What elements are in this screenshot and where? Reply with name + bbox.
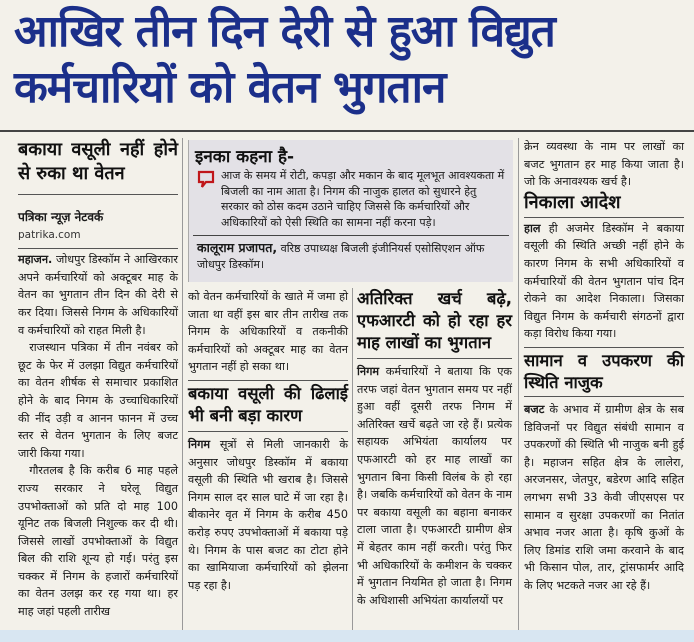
paragraph-text: ही अजमेर डिस्कॉम ने बकाया वसूली की स्थिति अच्छी नहीं होने के कारण निगम के सभी अधिकारियों व कर्मचारियों की वेतन भुगतान पांच दिन रोकने का आदेश निकाला। जिसका विद्युत निगम के कर्मचारी संगठनों द्वारा कड़ा विरोध किया गया। [524,221,684,341]
paragraph-text: के अभाव में ग्रामीण क्षेत्र के सब डिविजनों पर विद्युत संबंधी सामान व उपकरणों की स्थिति भी नाजुक बनी हुई है। महाजन सहित क्षेत्र के लालेरा, अरजनसर, जेतपुर, बडेरण आदि सहित लगभग सभी 33 केवी जीएसएस पर सामान व सुरक्षा उपकरणों का नितांत अभाव नजर आता है। कृषि कुओं के लिए डिमांड राशि जमा करवाने के बाद भी किसान पोल, तार, ट्रांसफार्मर आदि के लिए भटकते नजर आ रहे हैं। [524,402,685,592]
column-divider [518,138,519,630]
quote-box [188,140,513,282]
column-1-subhead: बकाया वसूली नहीं होने से रुका था वेतन [18,139,178,184]
paragraph-text: सूत्रों से मिली जानकारी के अनुसार जोधपुर डिस्कॉम में बकाया वसूली की स्थिति भी खराब है। जिससे निगम साल दर साल घाटे में जा रहा है। बीकानेर वृत में निगम के करीब 450 करोड़ रुपए उपभोक्ताओं में बकाया पड़े थे। निगम के पास बजट का टोटा होने का खामियाजा कर्मचारियों को झेलना पड़ रहा है। [188,437,348,592]
column-1 [18,138,178,621]
column-2-subhead: बकाया वसूली की ढिलाई भी बनी बड़ा कारण [188,383,348,425]
column-2 [188,288,348,594]
byline: पत्रिका न्यूज़ नेटवर्क [18,210,104,224]
column-1-paragraph-2: राजस्थान पत्रिका में तीन नवंबर को छूट के फेर में उलझा विद्युत कर्मचारियों का वेतन शीर्षक से समाचार प्रकाशित होने के बाद निगम के उच्चाधिकारियों की नींद उड़ी व आनन फानन में उच्च स्तर से वेतन भुगतान के लिए बजट जारी किया गया। [18,341,178,460]
paragraph-text: जोधपुर डिस्कॉम ने आखिरकार अपने कर्मचारियों को अक्टूबर माह के वेतन का भुगतान तीन दिन की देरी से कर दिया। जिससे निगम के अधिकारियों व कर्मचारियों को राहत मिली है। [18,253,178,337]
speech-bubble-icon [197,170,215,190]
column-divider [352,288,353,630]
column-4-paragraph-2 [524,220,684,343]
column-3-subhead: अतिरिक्त खर्च बढ़े, एफआरटी को हो रहा हर माह लाखों का भुगतान [357,289,512,352]
site-url: patrika.com [18,228,81,241]
column-2-paragraph-2 [188,436,348,594]
quote-text: आज के समय में रोटी, कपड़ा और मकान के बाद मूलभूत आवश्यकता में बिजली का नाम आता है। निगम की नाजुक हालत को सुधारने हेतु सरकार को ठोस कदम उठाने चाहिए जिससे कि कर्मचारियों और अधिकारियों को ऐसी स्थिति का सामना नहीं करना पड़े। [221,169,505,229]
headline-line-2: कर्मचारियों को वेतन भुगतान [14,62,446,113]
quote-attribution [197,240,509,272]
quote-separator [193,235,509,236]
headline-line-1: आखिर तीन दिन देरी से हुआ विद्युत [14,6,555,57]
headline-rule [0,130,694,132]
column-2-lead: निगम [188,437,211,451]
paragraph-text: कर्मचारियों ने बताया कि एक तरफ जहां वेतन भुगतान समय पर नहीं हुआ वहीं दूसरी तरफ निगम में अतिरिक्त खर्चे बढ़ते जा रहे हैं। प्रत्येक सहायक अभियंता कार्यालय पर एफआरटी को हर माह लाखों का भुगतान बिना किसी विलंब के हो रहा है। जबकि कर्मचारियों को वेतन के नाम पर बकाया वसूली का बहाना बनाकर टाला जाता है। एफआरटी ग्रामीण क्षेत्र में बेहतर काम नहीं करती। परंतु फिर भी अधिकारियों के कमीशन के चक्कर में भुगतान नियमित हो जाता है। निगम के अधिशासी अभियंता कार्यालयों पर [357,365,512,607]
column-4 [524,138,684,594]
column-3 [357,288,512,609]
column-1-paragraph-3: गौरतलब है कि करीब 6 माह पहले राज्य सरकार ने घरेलू विद्युत उपभोक्ताओं को प्रति दो माह 100 यूनिट तक बिजली निशुल्क कर दी थी। जिससे लाखों उपभोक्ताओं के विद्युत बिल की राशि शून्य हो गई। परंतु इस चक्कर में निगम के हजारों कर्मचारियों का वेतन उलझ कर रह गया था। हर माह जहां पहली तारीख [18,464,178,619]
quote-box-title: इनका कहना है- [195,147,295,167]
column-4-subhead-2: सामान व उपकरण की स्थिति नाजुक [524,350,684,392]
headline [14,4,684,116]
column-3-lead: निगम [357,365,380,378]
column-1-paragraph-1 [18,251,178,339]
column-4-lead-3: बजट [524,402,545,416]
column-4-paragraph-1: क्रेन व्यवस्था के नाम पर लाखों का बजट भुगतान हर माह किया जाता है। जो कि अनावश्यक खर्च है। [524,140,684,189]
dateline: महाजन. [18,253,53,267]
column-4-subhead-1: निकाला आदेश [524,191,621,213]
column-2-paragraph-1: को वेतन कर्मचारियों के खाते में जमा हो जाता था वहीं इस बार तीन तारीख तक निगम के अधिकारियों व तकनीकी कर्मचारियों को अक्टूबर माह का वेतन भुगतान नहीं हो सका था। [188,290,348,374]
column-4-lead-2: हाल [524,221,541,235]
quote-name: कालूराम प्रजापत, [197,240,278,255]
column-divider [182,138,183,630]
footer-bar [0,630,694,642]
column-4-paragraph-3 [524,401,684,595]
quote-designation: वरिष्ठ उपाध्यक्ष बिजली इंजीनियर्स एसोसिएशन ऑफ जोधपुर डिस्कॉम। [197,242,485,271]
column-3-paragraph-1 [357,363,512,609]
